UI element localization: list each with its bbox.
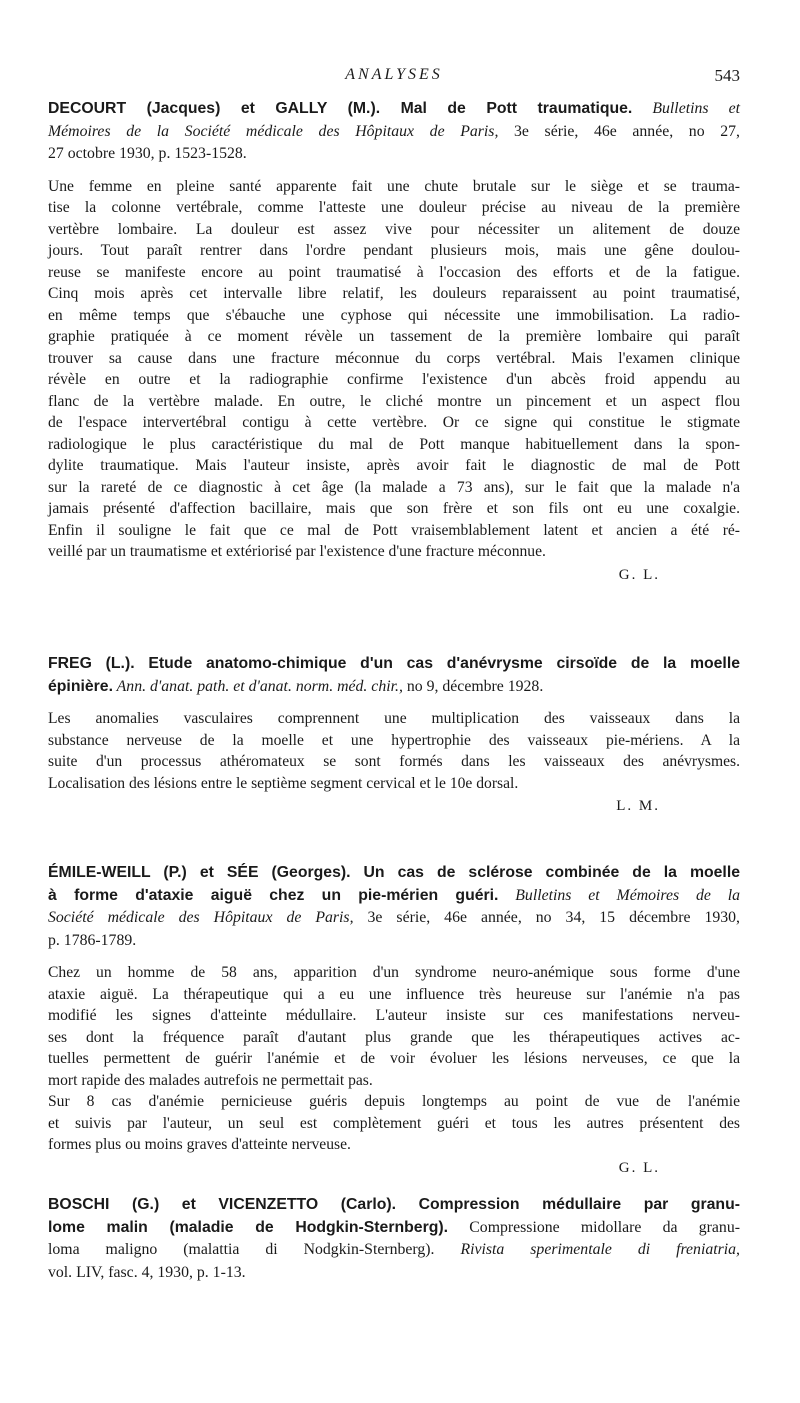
body-text-line: graphie pratiquée à ce moment révèle un tassement de la première lombaire qui paraît — [48, 328, 740, 345]
body-text-line: vertèbre lombaire. La douleur est assez vive pour nécessiter un alitement de douze — [48, 220, 740, 238]
page-number: 543 — [714, 66, 740, 85]
citation-text: 3e série, 46e année, no 27, — [498, 122, 740, 140]
body-text-line: Une femme en pleine santé apparente fait une chute brutale sur le siège et se trauma- — [48, 177, 740, 195]
body-text-line: modifié les signes d'atteinte médullaire. L'auteur insiste sur ces manifestations nerveu- — [48, 1007, 740, 1024]
entry-heading-line — [48, 885, 740, 908]
body-text-line: en même temps que s'ébauche une cyphose qui nécessite une immobilisation. La radio- — [48, 306, 740, 324]
body-text-line: trouver sa cause dans une fracture méconnue du corps vertébral. Mais l'examen clinique — [48, 349, 740, 367]
body-text-line: flanc de la vertèbre malade. En outre, le cliché montre un pincement et un aspect flou — [48, 392, 740, 410]
reviewer-signature: L. M. — [616, 798, 660, 814]
body-text-line: formes plus ou moins graves d'atteinte nerveuse. — [48, 1136, 351, 1153]
abstract-entry-decourt — [48, 98, 740, 587]
running-head — [48, 66, 740, 90]
entry-heading-line — [48, 1194, 740, 1217]
body-text-line: reuse se manifeste encore au point traumatisé à l'occasion des efforts et de la fatigue. — [48, 263, 740, 281]
citation-text: Compressione midollare da granu- — [448, 1218, 740, 1236]
entry-heading-line — [48, 930, 740, 953]
abstract-entry-freg — [48, 653, 740, 818]
body-text-line: de l'espace intervertébral contigu à cette vertèbre. Or ce signe qui constitue le stigmate — [48, 414, 740, 431]
body-text-line: jours. Tout paraît rentrer dans l'ordre pendant plusieurs mois, mais une gêne doulou- — [48, 242, 740, 259]
entry-title-text: DECOURT (Jacques) et GALLY (M.). Mal de Pott traumatique. — [48, 100, 633, 117]
body-text-line: ses dont la fréquence paraît d'autant plus grande que les thérapeutiques actives ac- — [48, 1028, 740, 1046]
body-text-line: Sur 8 cas d'anémie pernicieuse guéris depuis longtemps au point de vue de l'anémie — [48, 1093, 740, 1110]
entry-title-text: épinière. — [48, 677, 113, 695]
body-text-line: radiologique le plus caractéristique du mal de Pott manque habituellement dans la spon- — [48, 435, 740, 453]
entry-heading-line — [48, 98, 740, 121]
abstract-entry-boschi — [48, 1194, 740, 1284]
body-text-line: Les anomalies vasculaires comprennent une multiplication des vaisseaux dans la — [48, 710, 740, 727]
body-text-line: et suivis par l'auteur, un seul est complètement guéri et tous les autres présentent des — [48, 1114, 740, 1132]
body-text-line: jamais présenté d'affection bacillaire, mais que son frère et son fils ont eu une coxalgie. — [48, 500, 740, 517]
body-text-line: sur la rareté de ce diagnostic à cet âge (la malade a 73 ans), sur le fait que la malade n'a — [48, 478, 740, 496]
body-text-line: ataxie aiguë. La thérapeutique qui a eu une influence très heureuse sur l'anémie n'a pas — [48, 985, 740, 1003]
body-text-line: suite d'un processus athéromateux se sont formés dans les vaisseaux des anévrysmes. — [48, 753, 740, 770]
entry-heading-line — [48, 653, 740, 676]
reviewer-signature: G. L. — [618, 566, 660, 583]
entry-heading-line — [48, 1239, 740, 1262]
citation-text: 3e série, 46e année, no 34, 15 décembre 1930, — [353, 909, 740, 926]
abstract-entry-weill — [48, 862, 740, 1180]
entry-heading-line — [48, 121, 740, 144]
journal-title-text: Bulletins et Mémoires de la — [498, 886, 741, 904]
entry-heading-line — [48, 1262, 740, 1285]
citation-text: loma maligno (malattia di Nodgkin-Sternberg). — [48, 1241, 435, 1258]
body-text-line: mort rapide des malades autrefois ne permettait pas. — [48, 1071, 373, 1089]
entry-heading-line — [48, 1217, 740, 1240]
body-text-line: substance nerveuse de la moelle et une hypertrophie des vaisseaux pie-mériens. A la — [48, 731, 740, 749]
entry-title-text: FREG (L.). Etude anatomo-chimique d'un cas d'anévrysme cirsoïde de la moelle — [48, 655, 740, 672]
journal-title-text: Société médicale des Hôpitaux de Paris, — [48, 909, 354, 926]
entry-heading-line — [48, 676, 740, 699]
reviewer-signature: G. L. — [618, 1159, 660, 1176]
body-text-line: tise la colonne vertébrale, comme l'atteste une douleur précise au niveau de la première — [48, 199, 740, 216]
journal-title-text: Mémoires de la Société médicale des Hôpitaux de Paris, — [48, 122, 499, 140]
running-head-title: ANALYSES — [345, 66, 443, 83]
journal-title-text: Bulletins et — [632, 100, 740, 117]
entry-title-text: à forme d'ataxie aiguë chez un pie-mérien guéri. — [48, 886, 499, 904]
body-text-line: dylite traumatique. Mais l'auteur insiste, après avoir fait le diagnostic de mal de Pott — [48, 457, 740, 474]
journal-title-text: Rivista sperimentale di freniatria, — [434, 1241, 741, 1258]
body-text-line: Chez un homme de 58 ans, apparition d'un syndrome neuro-anémique sous forme d'une — [48, 964, 740, 981]
body-text-line: Localisation des lésions entre le septième segment cervical et le 10e dorsal. — [48, 774, 519, 792]
entry-heading-line — [48, 907, 740, 930]
body-text-line: révèle en outre et la radiographie confirme l'existence d'un abcès froid appendu au — [48, 371, 740, 388]
body-text-line: Cinq mois après cet intervalle libre relatif, les douleurs reparaissent au point traumatisé, — [48, 285, 740, 302]
entry-heading-line — [48, 143, 740, 166]
entry-title-text: ÉMILE-WEILL (P.) et SÉE (Georges). Un cas de sclérose combinée de la moelle — [48, 864, 740, 881]
citation-text: p. 1786-1789. — [48, 931, 137, 949]
citation-text: 27 octobre 1930, p. 1523-1528. — [48, 145, 247, 162]
body-text-line: veillé par un traumatisme et extériorisé par l'existence d'une fracture méconnue. — [48, 543, 546, 560]
body-text-line: tuelles permettent de guérir l'anémie et de voir évoluer les lésions nerveuses, ce que la — [48, 1050, 740, 1067]
journal-title-text: Ann. d'anat. path. et d'anat. norm. méd. chir., — [112, 677, 403, 695]
body-text-line: Enfin il souligne le fait que ce mal de Pott vraisemblablement latent et ancien a été ré- — [48, 521, 740, 539]
entry-heading-line — [48, 862, 740, 885]
entry-title-text: lome malin (maladie de Hodgkin-Sternberg). — [48, 1218, 449, 1236]
citation-text: vol. LIV, fasc. 4, 1930, p. 1-13. — [48, 1263, 246, 1281]
entry-title-text: BOSCHI (G.) et VICENZETTO (Carlo). Compression médullaire par granu- — [48, 1196, 740, 1213]
citation-text: no 9, décembre 1928. — [402, 677, 544, 695]
